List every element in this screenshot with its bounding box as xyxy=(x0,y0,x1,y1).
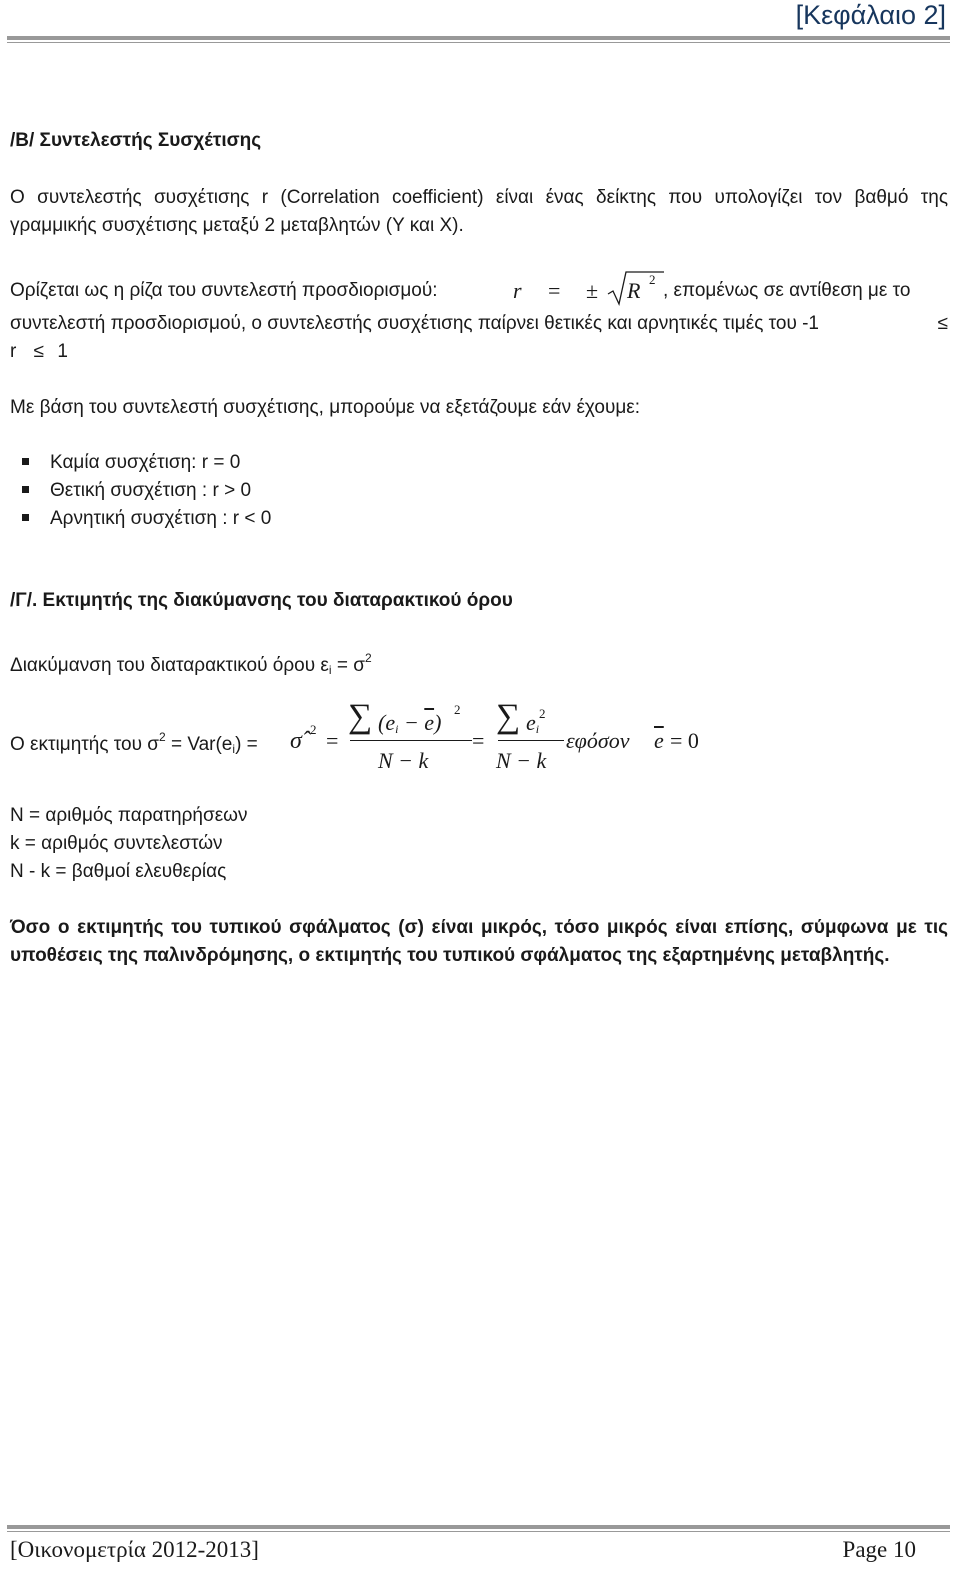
sum-symbol-1: ∑ xyxy=(348,698,373,735)
page-number: Page 10 xyxy=(842,1537,916,1562)
estimator-label: Ο εκτιμητής του $\sigma^2 = Var(e_i)$ = xyxy=(10,730,258,756)
chapter-header: [Κεφάλαιο 2] xyxy=(795,0,946,30)
section-b-intro: Ο συντελεστής συσχέτισης r (Correlation coefficient) είναι ένας δείκτης που υπολογίζει τον βαθμό της γραμμικής συσχέτισης μεταξύ 2 μεταβλητών (Υ και Χ). xyxy=(10,187,948,236)
basis-text: Με βάση του συντελεστή συσχέτισης, μπορούμε να εξετάζουμε εάν έχουμε: xyxy=(10,397,641,418)
variance-line: Διακύμανση του διαταρακτικού όρου $\varepsilon_i = \sigma^2$ xyxy=(10,651,372,677)
numerator-2: $e_i$ xyxy=(526,710,540,736)
equals-2: = xyxy=(472,728,485,753)
footer-book-title: [Οικονομετρία 2012-2013] xyxy=(10,1537,259,1562)
section-c-heading: /Γ/. Εκτιμητής της διακύμανσης του διαταρακτικού όρου xyxy=(10,590,513,611)
correlation-cases-list xyxy=(10,449,271,533)
formula-equals: = xyxy=(548,278,561,303)
definition-N: N = αριθμός παρατηρήσεων xyxy=(10,805,248,826)
footer-rule xyxy=(7,1525,950,1529)
formula-plusminus: ± xyxy=(586,278,599,303)
definition-line-1 xyxy=(10,270,948,310)
bullet-square-icon xyxy=(22,458,29,465)
since-word: εφόσον xyxy=(566,728,630,753)
definition-text-after: , επομένως σε αντίθεση με το xyxy=(663,280,911,301)
fraction-bar-2 xyxy=(498,740,564,741)
numerator-1-exponent: 2 xyxy=(454,702,461,717)
denominator-1: N − k xyxy=(378,748,429,773)
leq-symbol-2: ≤ xyxy=(33,341,45,362)
fraction-bar-1 xyxy=(350,740,472,741)
definition-k: k = αριθμός συντελεστών xyxy=(10,833,223,854)
sum-symbol-2: ∑ xyxy=(496,698,521,735)
footer-rule-thin xyxy=(7,1531,950,1532)
list-item: Καμία συσχέτιση: r = 0 xyxy=(10,449,271,477)
section-b-heading: /Β/ Συντελεστής Συσχέτισης xyxy=(10,130,262,151)
list-item: Αρνητική συσχέτιση : r < 0 xyxy=(10,505,271,533)
definition-dof: N - k = βαθμοί ελευθερίας xyxy=(10,861,227,882)
bullet-square-icon xyxy=(22,514,29,521)
leq-symbol: ≤ xyxy=(937,313,948,334)
conclusion-paragraph: Όσο ο εκτιμητής του τυπικού σφάλματος (σ) είναι μικρός, τόσο μικρός είναι επίσης, σύμφωνα με τις υποθέσεις της παλινδρόμησης, ο εκτιμητής του τυπικού σφάλματος της εξαρτημένης μεταβλητής. xyxy=(10,917,948,966)
numerator-2-exponent: 2 xyxy=(539,706,546,721)
definition-line-3 xyxy=(10,338,68,366)
sigma-hat: σ̂ xyxy=(290,728,302,754)
bullet-square-icon xyxy=(22,486,29,493)
header-rule xyxy=(7,36,950,40)
definition-text: Ορίζεται ως η ρίζα του συντελεστή προσδιορισμού: xyxy=(10,280,438,301)
denominator-2: N − k xyxy=(496,748,547,773)
equals-zero: = 0 xyxy=(670,728,699,753)
variable-r: r xyxy=(10,341,17,362)
definitions-list xyxy=(10,802,248,886)
estimator-formula xyxy=(10,700,950,780)
formula-r: r xyxy=(513,278,522,303)
definition-line-2-text: συντελεστή προσδιορισμού, ο συντελεστής συσχέτισης παίρνει θετικές και αρνητικές τιμές του -1 xyxy=(10,313,820,334)
header-rule-thin xyxy=(7,42,950,43)
definition-line-2 xyxy=(10,310,948,338)
e-bar: $\overline{e}$ xyxy=(654,728,664,753)
formula-R-exponent: 2 xyxy=(649,272,656,287)
sigma-hat-exponent: 2 xyxy=(310,722,317,737)
equals-1: = xyxy=(326,728,339,753)
list-item: Θετική συσχέτιση : r > 0 xyxy=(10,477,271,505)
numerator-1: $(e_i - \overline{e})$ xyxy=(378,710,442,736)
upper-bound: 1 xyxy=(57,341,68,362)
formula-R: R xyxy=(627,278,641,303)
